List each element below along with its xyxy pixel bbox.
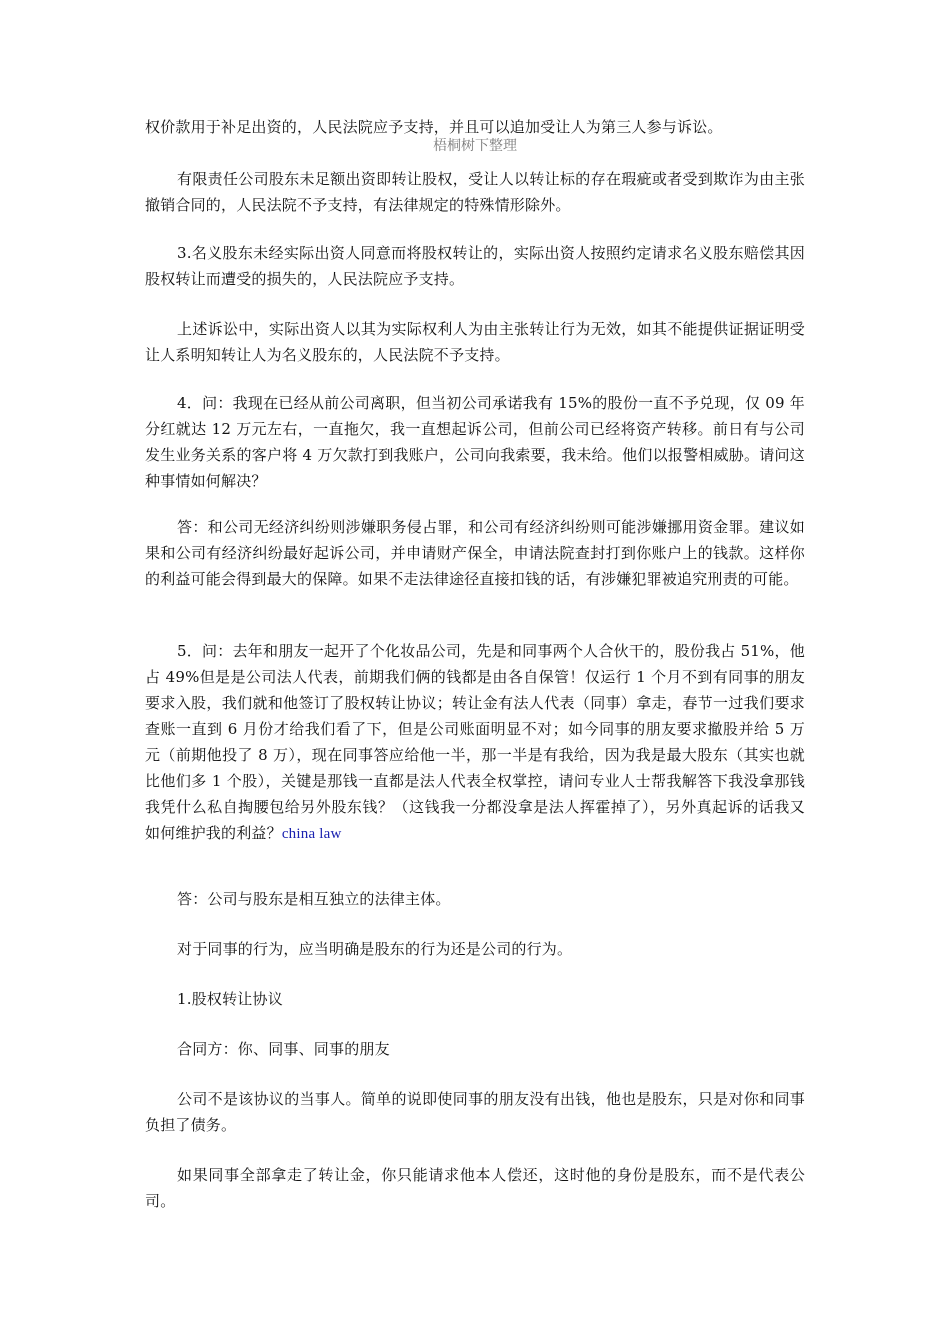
watermark-text: 梧桐树下整理	[433, 138, 517, 154]
paragraph-litigation-evidence: 上述诉讼中，实际出资人以其为实际权利人为由主张转让行为无效，如其不能提供证据证明受让人系明知转让人为名义股东的，人民法院不予支持。	[145, 320, 805, 364]
paragraph-continuation: 权价款用于补足出资的，人民法院应予支持，并且可以追加受让人为第三人参与诉讼。	[145, 118, 723, 136]
paragraph-company-not-party: 公司不是该协议的当事人。简单的说即使同事的朋友没有出钱，他也是股东，只是对你和同事负担了债务。	[145, 1090, 805, 1134]
paragraph-answer-5-intro: 答：公司与股东是相互独立的法律主体。	[177, 890, 451, 908]
paragraph-section-heading: 1.股权转让协议	[177, 990, 283, 1008]
paragraph-colleague-repayment: 如果同事全部拿走了转让金，你只能请求他本人偿还，这时他的身份是股东，而不是代表公司。	[145, 1166, 805, 1210]
paragraph-contract-parties: 合同方：你、同事、同事的朋友	[177, 1040, 390, 1058]
question-5-text: 5．问：去年和朋友一起开了个化妆品公司，先是和同事两个人合伙干的，股份我占 51%，他占 49%但是是公司法人代表，前期我们俩的钱都是由各自保管！仅运行 1 个月不到有同事的朋友要求入股，我们就和他签订了股权转让协议；转让金有法人代表（同事）拿走，春节一过我们要求查账一直到 6 月份才给我们看了下，但是公司账面明显不对；如今同事的朋友要求撤股并给 5 万元（前期他投了 8 万），现在同事答应给他一半，那一半是有我给，因为我是最大股东（其实也就比他们多 1 个股），关键是那钱一直都是法人代表全权掌控，请问专业人士帮我解答下我没拿那钱我凭什么私自掏腰包给另外股东钱？（这钱我一分都没拿是法人挥霍掉了），另外真起诉的话我又如何维护我的利益？	[145, 642, 805, 842]
paragraph-answer-4: 答：和公司无经济纠纷则涉嫌职务侵占罪，和公司有经济纠纷则可能涉嫌挪用资金罪。建议如果和公司有经济纠纷最好起诉公司，并申请财产保全，申请法院查封打到你账户上的钱款。这样你的利益可能会得到最大的保障。如果不走法律途径直接扣钱的话，有涉嫌犯罪被追究刑责的可能。	[145, 518, 805, 588]
paragraph-nominal-shareholder: 3.名义股东未经实际出资人同意而将股权转让的，实际出资人按照约定请求名义股东赔偿其因股权转让而遭受的损失的，人民法院应予支持。	[145, 244, 805, 288]
paragraph-colleague-behavior: 对于同事的行为，应当明确是股东的行为还是公司的行为。	[177, 940, 573, 958]
paragraph-question-4: 4．问：我现在已经从前公司离职，但当初公司承诺我有 15%的股份一直不予兑现，仅 09 年分红就达 12 万元左右，一直拖欠，我一直想起诉公司，但前公司已经将资产转移。前日有与公司发生业务关系的客户将 4 万欠款打到我账户，公司向我索要，我未给。他们以报警相威胁。请问这种事情如何解决？	[145, 394, 805, 490]
paragraph-unpaid-capital-transfer: 有限责任公司股东未足额出资即转让股权，受让人以转让标的存在瑕疵或者受到欺诈为由主张撤销合同的，人民法院不予支持，有法律规定的特殊情形除外。	[145, 170, 805, 214]
paragraph-question-5	[145, 638, 805, 847]
china-law-link[interactable]: china law	[281, 826, 342, 842]
